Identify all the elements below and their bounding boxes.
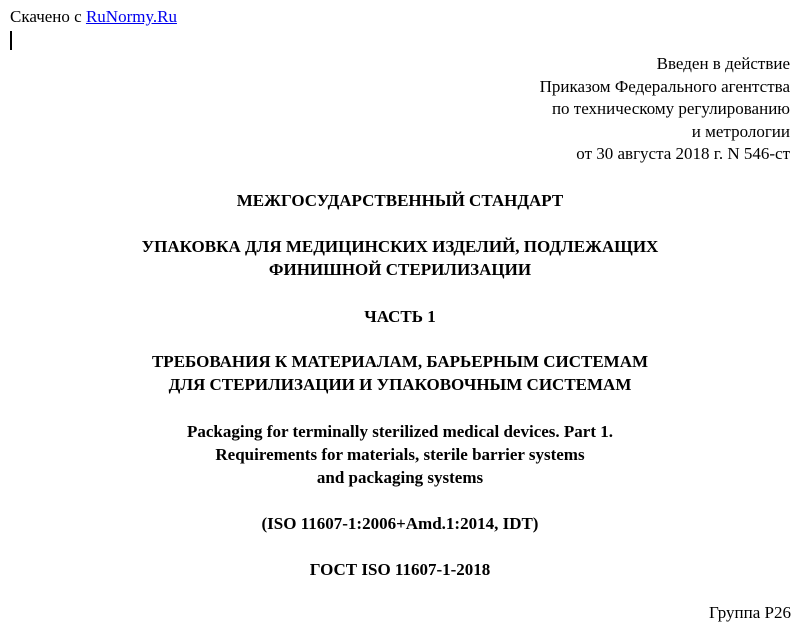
standard-type [0,189,800,212]
enactment-line: от 30 августа 2018 г. N 546-ст [576,144,790,163]
standard-type-text: МЕЖГОСУДАРСТВЕННЫЙ СТАНДАРТ [236,191,564,210]
enactment-line: Приказом Федерального агентства [539,76,790,96]
enactment-line: и метрологии [691,121,790,141]
text-cursor [10,31,12,50]
gost-number [0,558,800,581]
title-line: ФИНИШНОЙ СТЕРИЛИЗАЦИИ [268,260,532,279]
english-title [0,420,800,489]
classification-group: Группа Р26 [709,603,791,622]
subtitle-line: ТРЕБОВАНИЯ К МАТЕРИАЛАМ, БАРЬЕРНЫМ СИСТЕМАМ [151,352,649,371]
title-line: УПАКОВКА ДЛЯ МЕДИЦИНСКИХ ИЗДЕЛИЙ, ПОДЛЕЖАЩИХ [141,237,659,256]
document-title [0,235,800,281]
english-title-line: and packaging systems [316,468,484,487]
gost-number-text: ГОСТ ISO 11607-1-2018 [309,560,491,579]
enactment-note [540,53,790,166]
enactment-line: по техническому регулированию [551,99,790,118]
document-subtitle [0,350,800,396]
downloaded-prefix: Скачено с [10,7,82,26]
subtitle-line: ДЛЯ СТЕРИЛИЗАЦИИ И УПАКОВОЧНЫМ СИСТЕМАМ [168,375,632,394]
english-title-line: Requirements for materials, sterile barrier systems [215,445,585,464]
iso-reference [0,512,800,535]
downloaded-from-text [10,7,177,27]
enactment-line: Введен в действие [656,54,790,73]
runormy-link[interactable]: RuNormy.Ru [85,7,177,26]
iso-reference-text: (ISO 11607-1:2006+Amd.1:2014, IDT) [261,514,539,533]
part-text: ЧАСТЬ 1 [364,307,436,326]
part-heading [0,305,800,328]
english-title-line: Packaging for terminally sterilized medical devices. Part 1. [186,422,613,441]
